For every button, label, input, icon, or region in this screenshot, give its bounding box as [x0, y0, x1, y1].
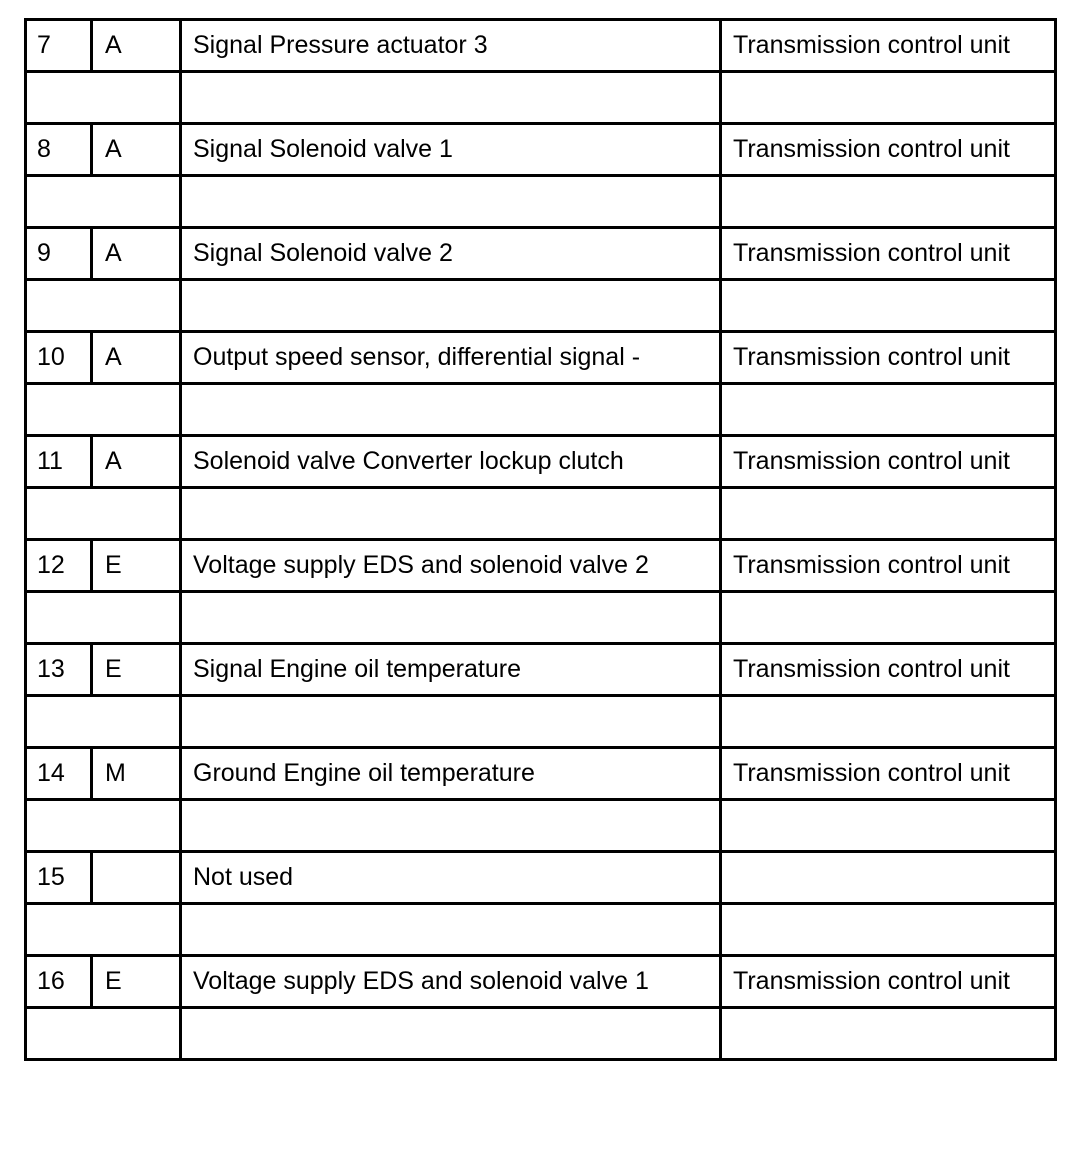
- spacer-cell: [721, 592, 1056, 644]
- pin-function: Voltage supply EDS and solenoid valve 1: [181, 956, 721, 1008]
- pin-connection: Transmission control unit: [721, 436, 1056, 488]
- spacer-cell: [721, 384, 1056, 436]
- table-row: [26, 332, 1056, 384]
- pin-function: Signal Solenoid valve 2: [181, 228, 721, 280]
- signal-type: A: [92, 20, 181, 72]
- spacer-cell: [26, 384, 181, 436]
- pin-table-body: [26, 20, 1056, 1060]
- spacer-cell: [721, 72, 1056, 124]
- pin-connection: Transmission control unit: [721, 20, 1056, 72]
- spacer-cell: [26, 488, 181, 540]
- spacer-row: [26, 280, 1056, 332]
- pin-connection: Transmission control unit: [721, 228, 1056, 280]
- spacer-cell: [26, 800, 181, 852]
- spacer-cell: [721, 800, 1056, 852]
- spacer-cell: [181, 384, 721, 436]
- spacer-row: [26, 1008, 1056, 1060]
- pin-connection: Transmission control unit: [721, 748, 1056, 800]
- spacer-cell: [181, 904, 721, 956]
- spacer-cell: [181, 72, 721, 124]
- pin-number: 10: [26, 332, 92, 384]
- signal-type: A: [92, 332, 181, 384]
- pin-number: 13: [26, 644, 92, 696]
- spacer-cell: [181, 1008, 721, 1060]
- pin-number: 8: [26, 124, 92, 176]
- signal-type: [92, 852, 181, 904]
- spacer-cell: [721, 1008, 1056, 1060]
- table-row: [26, 852, 1056, 904]
- spacer-row: [26, 696, 1056, 748]
- pin-function: Not used: [181, 852, 721, 904]
- spacer-row: [26, 592, 1056, 644]
- pin-assignment-table: [24, 18, 1057, 1061]
- spacer-row: [26, 800, 1056, 852]
- spacer-cell: [721, 176, 1056, 228]
- pin-number: 16: [26, 956, 92, 1008]
- spacer-cell: [721, 904, 1056, 956]
- table-row: [26, 644, 1056, 696]
- pin-function: Solenoid valve Converter lockup clutch: [181, 436, 721, 488]
- pin-connection: Transmission control unit: [721, 956, 1056, 1008]
- spacer-row: [26, 176, 1056, 228]
- spacer-cell: [26, 904, 181, 956]
- spacer-cell: [181, 592, 721, 644]
- pin-connection: [721, 852, 1056, 904]
- spacer-cell: [26, 592, 181, 644]
- pin-function: Voltage supply EDS and solenoid valve 2: [181, 540, 721, 592]
- spacer-row: [26, 72, 1056, 124]
- signal-type: E: [92, 644, 181, 696]
- table-row: [26, 124, 1056, 176]
- signal-type: A: [92, 124, 181, 176]
- signal-type: E: [92, 540, 181, 592]
- spacer-cell: [26, 1008, 181, 1060]
- pin-function: Signal Engine oil temperature: [181, 644, 721, 696]
- signal-type: A: [92, 436, 181, 488]
- pin-connection: Transmission control unit: [721, 644, 1056, 696]
- spacer-cell: [721, 696, 1056, 748]
- spacer-cell: [721, 280, 1056, 332]
- table-row: [26, 436, 1056, 488]
- pin-connection: Transmission control unit: [721, 332, 1056, 384]
- spacer-row: [26, 904, 1056, 956]
- spacer-cell: [181, 800, 721, 852]
- table-row: [26, 956, 1056, 1008]
- spacer-cell: [181, 176, 721, 228]
- pin-connection: Transmission control unit: [721, 540, 1056, 592]
- signal-type: A: [92, 228, 181, 280]
- spacer-cell: [26, 696, 181, 748]
- spacer-cell: [181, 280, 721, 332]
- pin-number: 9: [26, 228, 92, 280]
- signal-type: M: [92, 748, 181, 800]
- pin-number: 14: [26, 748, 92, 800]
- pin-connection: Transmission control unit: [721, 124, 1056, 176]
- pin-function: Signal Pressure actuator 3: [181, 20, 721, 72]
- pin-number: 12: [26, 540, 92, 592]
- spacer-row: [26, 384, 1056, 436]
- spacer-cell: [181, 488, 721, 540]
- pin-function: Output speed sensor, differential signal -: [181, 332, 721, 384]
- spacer-cell: [181, 696, 721, 748]
- spacer-row: [26, 488, 1056, 540]
- spacer-cell: [721, 488, 1056, 540]
- pin-function: Signal Solenoid valve 1: [181, 124, 721, 176]
- pin-function: Ground Engine oil temperature: [181, 748, 721, 800]
- signal-type: E: [92, 956, 181, 1008]
- pin-number: 7: [26, 20, 92, 72]
- spacer-cell: [26, 72, 181, 124]
- table-row: [26, 20, 1056, 72]
- table-row: [26, 748, 1056, 800]
- pin-number: 11: [26, 436, 92, 488]
- spacer-cell: [26, 280, 181, 332]
- pin-number: 15: [26, 852, 92, 904]
- table-row: [26, 228, 1056, 280]
- table-row: [26, 540, 1056, 592]
- spacer-cell: [26, 176, 181, 228]
